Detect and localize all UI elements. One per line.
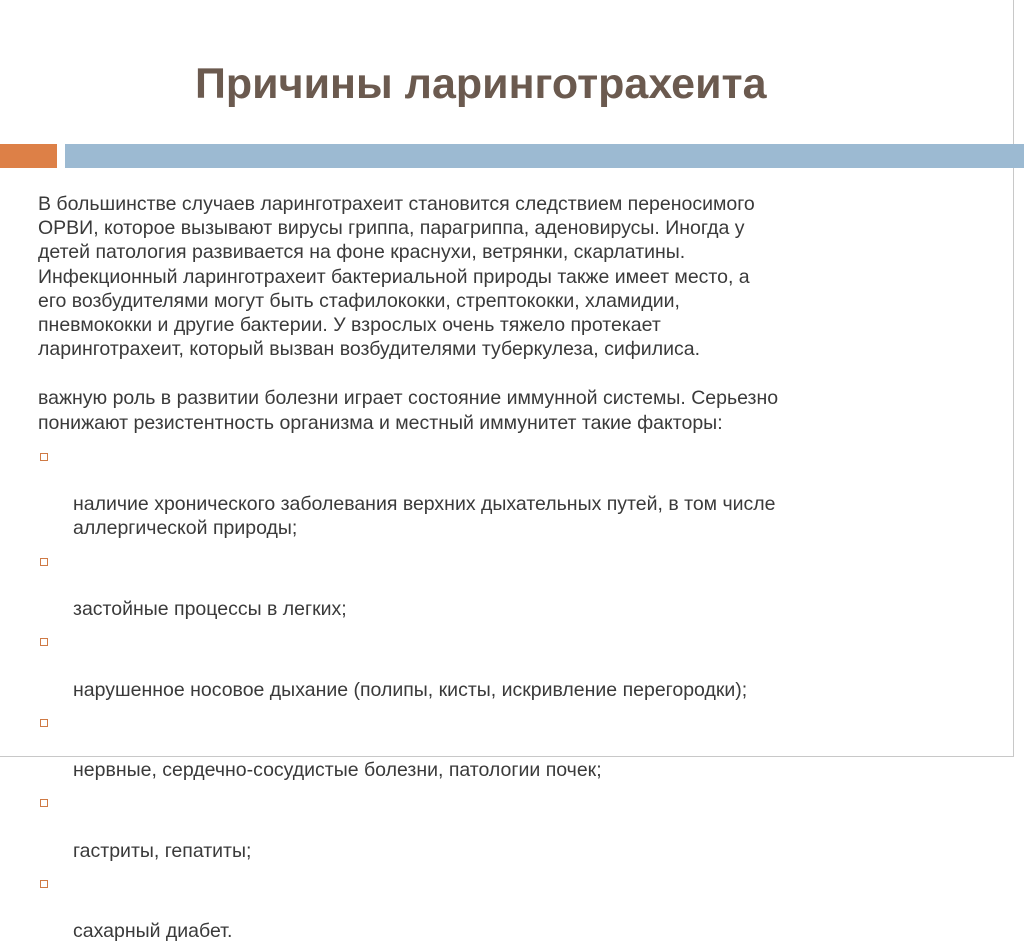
list-item-text: наличие хронического заболевания верхних дыхательных путей, в том числе аллергической природы; — [73, 493, 776, 540]
square-bullet-icon — [40, 719, 48, 727]
square-bullet-icon — [40, 880, 48, 888]
paragraph-immune-factors: важную роль в развитии болезни играет состояние иммунной системы. Серьезно понижают резистентность организма и местный иммунитет такие факторы: — [38, 387, 779, 434]
slide-content — [38, 192, 978, 952]
list-item-text: нарушенное носовое дыхание (полипы, кисты, искривление перегородки); — [73, 678, 748, 701]
list-item — [38, 549, 978, 622]
paragraph-causes: В большинстве случаев ларинготрахеит становится следствием переносимого ОРВИ, которое вызывают вирусы гриппа, парагриппа, аденовирусы. Иногда у детей патология развивается на фоне краснухи, ветрянки, скарлатины. Инфекционный ларинготрахеит бактериальной природы также имеет место, а его возбудителями могут быть стафилококки, стрептококки, хламидии, пневмококки и другие бактерии. У взрослых очень тяжело протекает ларинготрахеит, который вызван возбудителями туберкулеза, сифилиса. — [38, 193, 755, 361]
square-bullet-icon — [40, 453, 48, 461]
list-item — [38, 629, 978, 702]
square-bullet-icon — [40, 638, 48, 646]
square-bullet-icon — [40, 799, 48, 807]
accent-bar-blue — [65, 144, 1024, 168]
accent-bar-orange — [0, 144, 57, 168]
list-item-text: гастриты, гепатиты; — [73, 839, 252, 862]
list-item — [38, 790, 978, 863]
list-item-text: сахарный диабет. — [73, 920, 233, 943]
list-item-text: нервные, сердечно-сосудистые болезни, патологии почек; — [73, 759, 602, 782]
list-item — [38, 710, 978, 783]
list-item — [38, 871, 978, 944]
list-item — [38, 444, 978, 541]
square-bullet-icon — [40, 558, 48, 566]
factor-list — [38, 444, 978, 944]
list-item-text: застойные процессы в легких; — [73, 598, 347, 621]
slide-title: Причины ларинготрахеита — [195, 60, 767, 108]
